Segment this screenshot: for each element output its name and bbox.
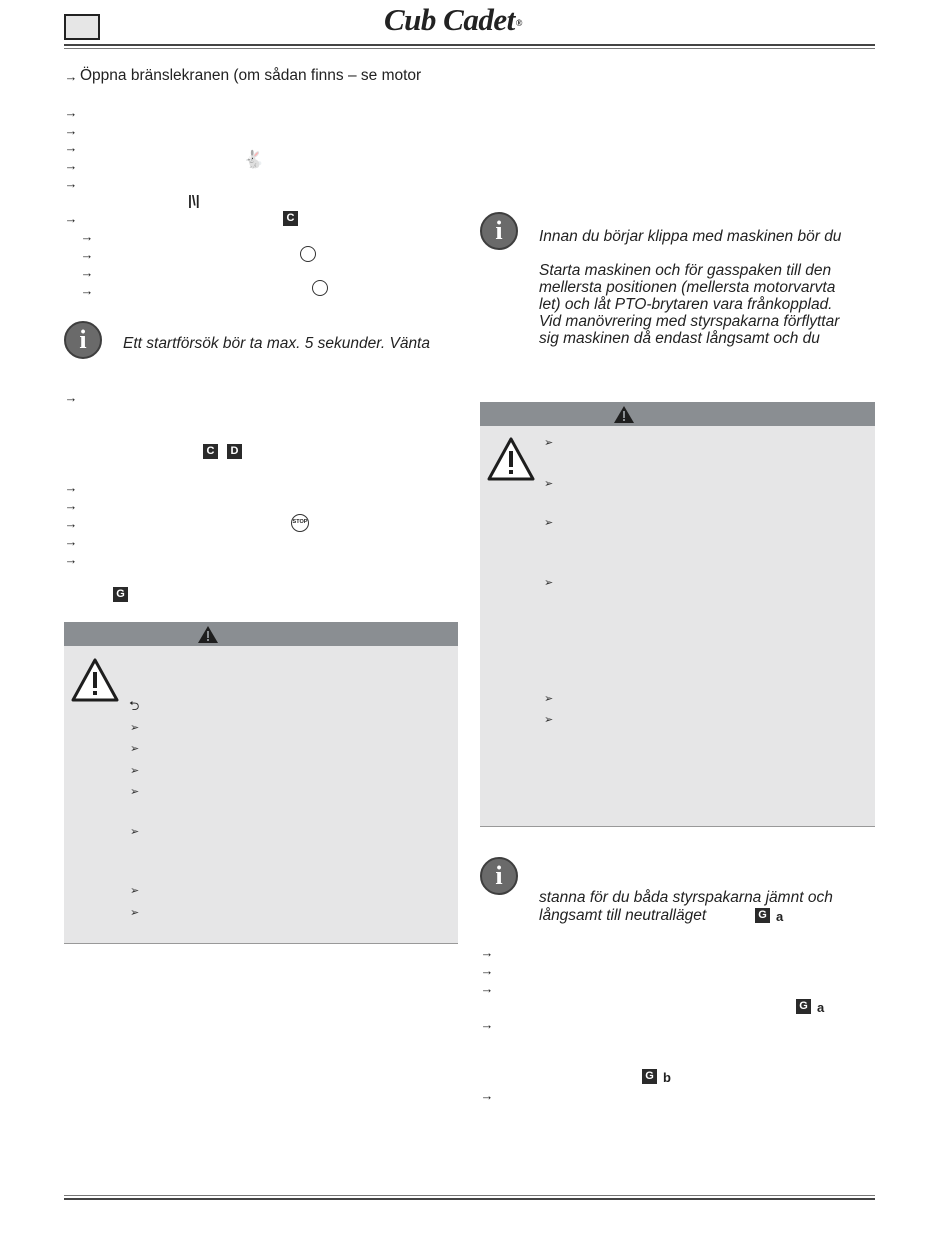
arrow-icon: → bbox=[80, 283, 94, 298]
brand-logo: Cub Cadet® bbox=[384, 2, 522, 37]
header-rule-thin bbox=[64, 48, 875, 49]
chevron-icon: ➢ bbox=[544, 478, 554, 490]
figure-ref-g: G bbox=[113, 587, 128, 602]
chevron-icon: ➢ bbox=[544, 714, 554, 726]
figure-ref-c: C bbox=[203, 444, 218, 459]
chevron-icon: ➢ bbox=[544, 577, 554, 589]
chevron-icon: ➢ bbox=[130, 786, 140, 798]
start-attempt-note: Ett startförsök bör ta max. 5 sekunder. Vänta bbox=[123, 335, 430, 352]
footer-rule-thin bbox=[64, 1195, 875, 1196]
info-paragraph-line: mellersta positionen (mellersta motorvarvta bbox=[539, 279, 836, 296]
engine-icon bbox=[300, 246, 316, 262]
arrow-icon: → bbox=[64, 140, 78, 155]
arrow-icon: → bbox=[64, 552, 78, 567]
warning-box-left bbox=[64, 622, 458, 944]
warning-icon bbox=[197, 625, 219, 644]
chevron-icon: ➢ bbox=[544, 437, 554, 449]
arrow-icon: → bbox=[80, 265, 94, 280]
chevron-icon: ➢ bbox=[130, 722, 140, 734]
info-intro-line: Innan du börjar klippa med maskinen bör du bbox=[539, 228, 842, 245]
arrow-icon: → bbox=[80, 247, 94, 262]
arrow-icon: → bbox=[64, 516, 78, 531]
arrow-icon: → bbox=[480, 963, 494, 978]
chevron-icon: ➢ bbox=[544, 517, 554, 529]
info-paragraph-line: Vid manövrering med styrspakarna förflyttar bbox=[539, 313, 840, 330]
info-stop-line: stanna för du båda styrspakarna jämnt och bbox=[539, 889, 833, 906]
figure-ref-g: G bbox=[755, 908, 770, 923]
arrow-icon: → bbox=[64, 176, 78, 191]
arrow-icon: → bbox=[64, 69, 78, 84]
figure-ref-sub-a: a bbox=[776, 909, 784, 924]
chevron-icon: ➢ bbox=[130, 826, 140, 838]
chevron-icon: ➢ bbox=[130, 765, 140, 777]
info-paragraph-line: sig maskinen då endast långsamt och du bbox=[539, 330, 820, 347]
chevron-icon: ➢ bbox=[130, 907, 140, 919]
arrow-icon: → bbox=[480, 1088, 494, 1103]
figure-ref-d: D bbox=[227, 444, 242, 459]
arrow-icon: → bbox=[80, 229, 94, 244]
arrow-icon: → bbox=[64, 211, 78, 226]
info-paragraph-line: let) och låt PTO-brytaren vara frånkopplad. bbox=[539, 296, 833, 313]
arrow-icon: → bbox=[64, 534, 78, 549]
page-number-box bbox=[64, 14, 100, 40]
warning-header bbox=[64, 622, 458, 646]
header-rule bbox=[64, 44, 875, 46]
arrow-icon: → bbox=[480, 1017, 494, 1032]
info-icon: i bbox=[480, 212, 518, 250]
warning-box-right bbox=[480, 402, 875, 827]
info-stop-line: långsamt till neutralläget bbox=[539, 907, 707, 924]
arrow-icon: → bbox=[480, 945, 494, 960]
arrow-icon: → bbox=[64, 158, 78, 173]
arrow-icon: → bbox=[64, 480, 78, 495]
warning-header bbox=[480, 402, 875, 426]
stop-button-icon: STOP bbox=[291, 514, 309, 532]
footer-rule bbox=[64, 1198, 875, 1200]
arrow-icon: → bbox=[480, 981, 494, 996]
info-icon: i bbox=[480, 857, 518, 895]
arrow-icon: → bbox=[64, 390, 78, 405]
figure-ref-g: G bbox=[642, 1069, 657, 1084]
ignition-key-icon bbox=[312, 280, 328, 296]
figure-ref-c: C bbox=[283, 211, 298, 226]
arrow-icon: → bbox=[64, 105, 78, 120]
fuel-tap-step: Öppna bränslekranen (om sådan finns – se motor bbox=[80, 67, 422, 84]
return-arrow-icon: ⮌ bbox=[129, 698, 140, 713]
warning-icon bbox=[70, 657, 120, 703]
warning-icon bbox=[486, 436, 536, 482]
arrow-icon: → bbox=[64, 123, 78, 138]
figure-ref-sub-b: b bbox=[663, 1070, 671, 1085]
figure-ref-sub-a: a bbox=[817, 1000, 825, 1015]
choke-icon: |\| bbox=[188, 192, 200, 208]
figure-ref-g: G bbox=[796, 999, 811, 1014]
chevron-icon: ➢ bbox=[130, 885, 140, 897]
rabbit-icon: 🐇 bbox=[243, 150, 265, 169]
warning-icon bbox=[613, 405, 635, 424]
chevron-icon: ➢ bbox=[130, 743, 140, 755]
info-icon: i bbox=[64, 321, 102, 359]
arrow-icon: → bbox=[64, 498, 78, 513]
info-paragraph-line: Starta maskinen och för gasspaken till den bbox=[539, 262, 832, 279]
chevron-icon: ➢ bbox=[544, 693, 554, 705]
